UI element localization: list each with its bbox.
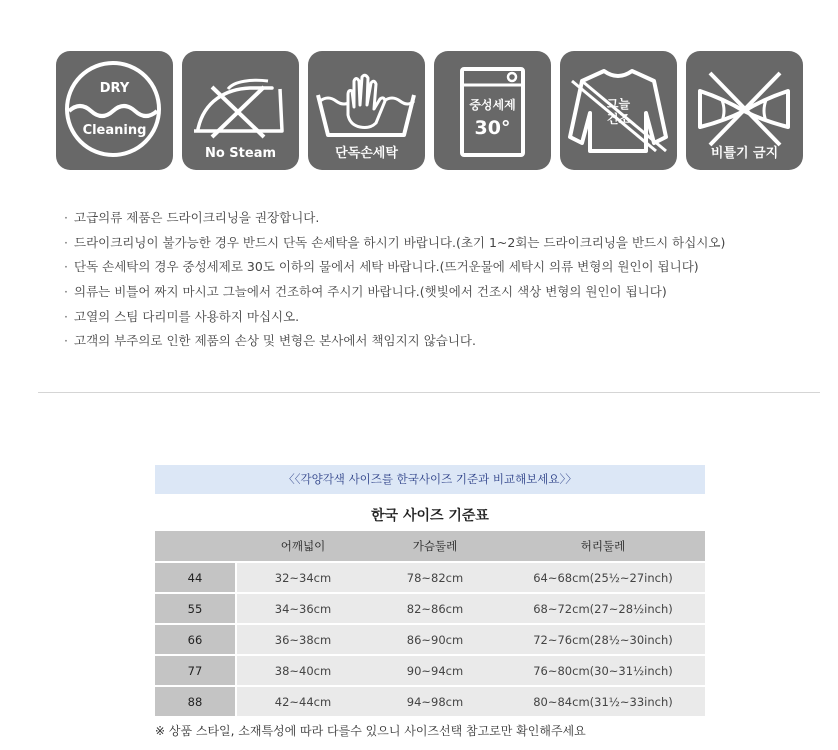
- size-label: 55: [155, 592, 237, 623]
- care-note: [64, 329, 725, 354]
- dry-cleaning-icon: [56, 51, 173, 170]
- care-note: [64, 255, 725, 280]
- section-divider: [38, 392, 820, 393]
- chest-value: 78~82cm: [369, 561, 501, 592]
- shoulder-value: 38~40cm: [237, 654, 369, 685]
- header-waist: 허리둘레: [501, 531, 705, 561]
- waist-value: 68~72cm(27~28½inch): [501, 592, 705, 623]
- table-row: [155, 561, 705, 592]
- header-chest: 가슴둘레: [369, 531, 501, 561]
- temperature-label: 30°: [474, 117, 511, 139]
- waist-value: 72~76cm(28½~30inch): [501, 623, 705, 654]
- chest-value: 82~86cm: [369, 592, 501, 623]
- no-wring-label: 비틀기 금지: [710, 146, 779, 161]
- shoulder-value: 34~36cm: [237, 592, 369, 623]
- size-compare-banner: 〈〈각양각색 사이즈를 한국사이즈 기준과 비교해보세요〉〉: [155, 465, 705, 494]
- cleaning-label: Cleaning: [82, 123, 147, 138]
- size-label: 66: [155, 623, 237, 654]
- shoulder-value: 36~38cm: [237, 623, 369, 654]
- chest-value: 90~94cm: [369, 654, 501, 685]
- table-row: [155, 654, 705, 685]
- dry-label: DRY: [99, 81, 130, 96]
- detergent-tile: [434, 51, 551, 170]
- care-note-text: 단독 손세탁의 경우 중성세제로 30도 이하의 물에서 세탁 바랍니다.(뜨거운물에 세탁시 의류 변형의 원인이 됩니다): [74, 259, 699, 275]
- dry-label-2: 건조: [606, 112, 631, 126]
- size-table: [155, 531, 705, 716]
- care-note: [64, 305, 725, 330]
- size-label: 77: [155, 654, 237, 685]
- table-row: [155, 592, 705, 623]
- size-label: 44: [155, 561, 237, 592]
- bullet: ·: [64, 259, 68, 275]
- size-table-header-row: [155, 531, 705, 561]
- care-notes-list: [64, 206, 725, 354]
- chest-value: 94~98cm: [369, 685, 501, 716]
- waist-value: 80~84cm(31½~33inch): [501, 685, 705, 716]
- bullet: ·: [64, 333, 68, 349]
- care-note-text: 드라이크리닝이 불가능한 경우 반드시 단독 손세탁을 하시기 바랍니다.(초기 1~2회는 드라이크리닝을 반드시 하십시오): [74, 234, 726, 250]
- header-size: [155, 531, 237, 561]
- shade-label: 그늘: [606, 97, 631, 111]
- header-shoulder: 어깨넓이: [237, 531, 369, 561]
- size-chart-title: 한국 사이즈 기준표: [371, 508, 489, 524]
- bullet: ·: [64, 234, 68, 250]
- detergent-label: 중성세제: [469, 98, 516, 112]
- care-note-text: 의류는 비틀어 짜지 마시고 그늘에서 건조하여 주시기 바랍니다.(햇빛에서 건조시 색상 변형의 원인이 됩니다): [74, 284, 667, 300]
- chest-value: 86~90cm: [369, 623, 501, 654]
- care-note: [64, 231, 725, 256]
- hand-wash-tile: [308, 51, 425, 170]
- bullet: ·: [64, 284, 68, 300]
- table-row: [155, 623, 705, 654]
- waist-value: 64~68cm(25½~27inch): [501, 561, 705, 592]
- size-label: 88: [155, 685, 237, 716]
- no-wring-tile: [686, 51, 803, 170]
- dry-cleaning-tile: [56, 51, 173, 170]
- bullet: ·: [64, 210, 68, 225]
- hand-wash-label: 단독손세탁: [335, 146, 398, 161]
- waist-value: 76~80cm(30~31½inch): [501, 654, 705, 685]
- shoulder-value: 32~34cm: [237, 561, 369, 592]
- care-note: [64, 280, 725, 305]
- care-note: [64, 206, 725, 231]
- care-note-text: 고급의류 제품은 드라이크리닝을 권장합니다.: [74, 210, 320, 225]
- table-row: [155, 685, 705, 716]
- care-note-text: 고열의 스팀 다리미를 사용하지 마십시오.: [74, 308, 300, 324]
- care-icons-row: [56, 51, 806, 170]
- no-steam-tile: [182, 51, 299, 170]
- shoulder-value: 42~44cm: [237, 685, 369, 716]
- shade-dry-tile: [560, 51, 677, 170]
- size-footnote: ※ 상품 스타일, 소재특성에 따라 다를수 있으니 사이즈선택 참고로만 확인해주세요: [155, 724, 586, 738]
- bullet: ·: [64, 308, 68, 324]
- no-steam-label: No Steam: [204, 146, 277, 161]
- care-note-text: 고객의 부주의로 인한 제품의 손상 및 변형은 본사에서 책임지지 않습니다.: [74, 333, 476, 349]
